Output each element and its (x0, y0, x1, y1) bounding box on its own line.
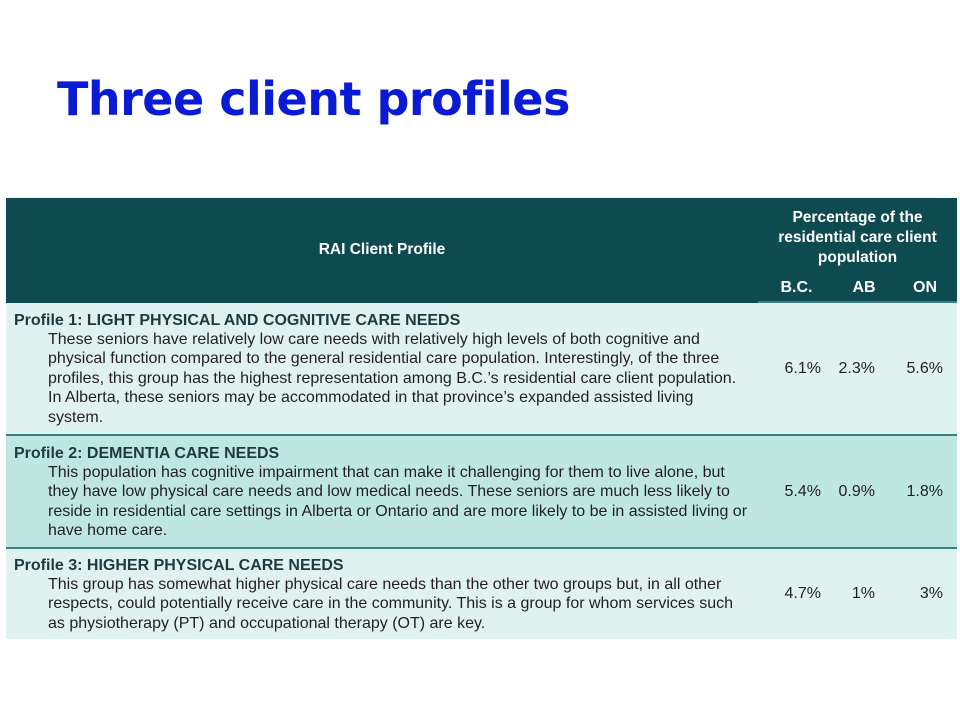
table-row-profile-1 (6, 302, 957, 435)
profile-1-description-cell (6, 302, 758, 435)
profile-2-on-value: 1.8% (893, 435, 957, 548)
profile-1-name: Profile 1: LIGHT PHYSICAL AND COGNITIVE CARE NEEDS (14, 311, 461, 329)
table-row-profile-2 (6, 435, 957, 548)
header-percentage: Percentage of the residential care client population (758, 198, 957, 274)
profile-1-on-value: 5.6% (893, 302, 957, 435)
profile-2-name: Profile 2: DEMENTIA CARE NEEDS (14, 444, 280, 462)
profile-2-bc-value: 5.4% (758, 435, 835, 548)
profile-table-container (6, 198, 957, 639)
profile-2-ab-value: 0.9% (835, 435, 893, 548)
table-row-profile-3 (6, 548, 957, 639)
profile-1-bc-value: 6.1% (758, 302, 835, 435)
table-header (6, 198, 957, 302)
profile-3-name: Profile 3: HIGHER PHYSICAL CARE NEEDS (14, 556, 344, 574)
profile-3-text: This group has somewhat higher physical care needs than the other two groups but, in all other respects, could potentially receive care in the community. This is a group for whom services such as physiotherapy (PT) and occupational therapy (OT) are key. (48, 575, 734, 632)
column-header-bc: B.C. (758, 274, 835, 302)
header-rai-client-profile: RAI Client Profile (6, 198, 758, 302)
profile-3-description-cell (6, 548, 758, 639)
profile-3-on-value: 3% (893, 548, 957, 639)
profile-3-ab-value: 1% (835, 548, 893, 639)
column-header-on: ON (893, 274, 957, 302)
profile-2-description-cell (6, 435, 758, 548)
profile-2-text: This population has cognitive impairment that can make it challenging for them to live alone, but they have low physical care needs and low medical needs. These seniors are much less likely to reside in residential care settings in Alberta or Ontario and are more likely to be in assisted living or have home care. (48, 463, 748, 539)
profile-1-ab-value: 2.3% (835, 302, 893, 435)
column-header-ab: AB (835, 274, 893, 302)
profile-table (6, 198, 957, 639)
slide-title: Three client profiles (57, 72, 570, 126)
profile-1-text: These seniors have relatively low care needs with relatively high levels of both cognitive and physical function compared to the general residential care population. Interestingly, of the three profiles, this group has the highest representation among B.C.’s residential care client population. In Alberta, these seniors may be accommodated in that province’s expanded assisted living system. (48, 330, 737, 426)
profile-3-bc-value: 4.7% (758, 548, 835, 639)
